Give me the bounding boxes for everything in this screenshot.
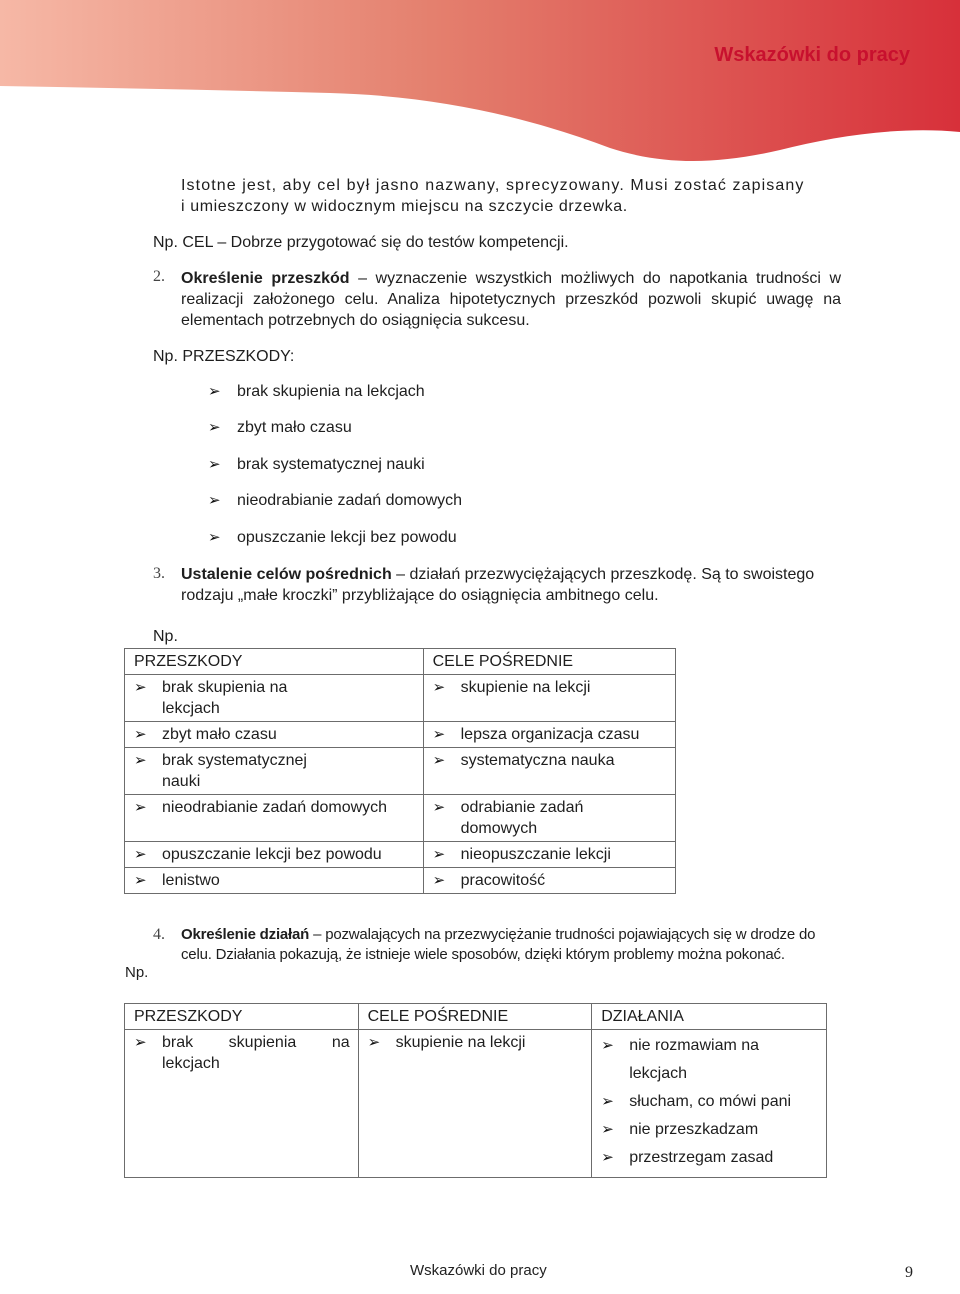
table-row <box>125 795 676 842</box>
table-cell <box>125 748 424 795</box>
table-header-cell: CELE POŚREDNIE <box>358 1004 592 1030</box>
step-2-example: Np. PRZESZKODY: <box>153 348 295 365</box>
arrowhead-bullet-icon: ➢ <box>367 1034 381 1051</box>
step-4-example: Np. <box>125 964 149 981</box>
cell-label: nieopuszczanie lekcji <box>460 846 611 863</box>
list-item <box>208 526 462 562</box>
cell-label: nieodrabianie zadań domowych <box>162 799 388 816</box>
step-2-paragraph <box>181 268 841 331</box>
arrowhead-bullet-icon: ➢ <box>601 1121 614 1138</box>
table-header-cell: DZIAŁANIA <box>592 1004 827 1030</box>
table-cell <box>423 722 675 748</box>
arrowhead-bullet-icon: ➢ <box>134 1034 147 1051</box>
list-item-label: brak skupienia na lekcjach <box>237 383 425 400</box>
arrowhead-bullet-icon: ➢ <box>134 872 147 889</box>
cell-label: brak skupienia na lekcjach <box>162 1034 350 1072</box>
list-item <box>208 453 462 489</box>
arrowhead-bullet-icon: ➢ <box>432 872 446 889</box>
cell-label: nie rozmawiam na lekcjach <box>629 1037 760 1082</box>
table-cell <box>125 842 424 868</box>
arrowhead-bullet-icon: ➢ <box>601 1149 614 1166</box>
table-cell <box>423 842 675 868</box>
arrowhead-bullet-icon: ➢ <box>432 679 446 696</box>
step-3-example: Np. <box>153 628 178 645</box>
step-3-paragraph <box>181 564 851 606</box>
table-cell <box>592 1030 827 1178</box>
table-header-row <box>125 649 676 675</box>
arrowhead-bullet-icon: ➢ <box>432 726 446 743</box>
list-item-label: opuszczanie lekcji bez powodu <box>237 528 457 546</box>
table-cell <box>125 675 424 722</box>
cell-label: zbyt mało czasu <box>162 726 277 743</box>
table-header-cell: CELE POŚREDNIE <box>423 649 675 675</box>
table-cell <box>358 1030 592 1178</box>
cell-label: nie przeszkadzam <box>629 1121 759 1138</box>
arrowhead-bullet-icon: ➢ <box>601 1037 614 1054</box>
arrowhead-bullet-icon: ➢ <box>208 383 221 400</box>
step-4-number: 4. <box>153 926 165 943</box>
cell-label: opuszczanie lekcji bez powodu <box>162 846 382 863</box>
step-4-title: Określenie działań <box>181 926 310 943</box>
cell-label: słucham, co mówi pani <box>629 1093 792 1110</box>
cell-label: skupienie na lekcji <box>395 1034 526 1051</box>
table-row <box>125 842 676 868</box>
table-cell <box>125 1030 359 1178</box>
step-2-title: Określenie przeszkód <box>181 270 350 287</box>
step-2-text: – wyznaczenie wszystkich możliwych do napotkania trudności w realizacji założonego celu. Analiza hipotetycznych przeszkód pozwoli skupić uwagę na elementach potrzebnych do osiągnięcia sukcesu. <box>181 270 842 329</box>
cell-label: brak systematycznej nauki <box>162 752 307 790</box>
arrowhead-bullet-icon: ➢ <box>432 752 446 769</box>
cell-label: odrabianie zadań domowych <box>460 799 584 837</box>
intro-example: Np. CEL – Dobrze przygotować się do testów kompetencji. <box>153 234 569 251</box>
header-wave-banner <box>0 0 960 170</box>
table-cell <box>125 722 424 748</box>
obstacles-list <box>208 380 462 562</box>
step-4-text: – pozwalających na przezwyciężanie trudności pojawiających się w drodze do celu. Działania pokazują, że istnieje wiele sposobów, dzięki którym problemy można pokonać. <box>181 926 816 963</box>
table-header-cell: PRZESZKODY <box>125 649 424 675</box>
arrowhead-bullet-icon: ➢ <box>134 846 147 863</box>
page-number: 9 <box>905 1264 913 1281</box>
step-3-number: 3. <box>153 565 165 582</box>
list-item <box>208 380 462 416</box>
intro-line-1: Istotne jest, aby cel był jasno nazwany, sprecyzowany. Musi zostać zapisany <box>181 177 805 194</box>
footer-title: Wskazówki do pracy <box>410 1262 547 1279</box>
table-row <box>125 868 676 894</box>
actions-table <box>124 1003 827 1178</box>
arrowhead-bullet-icon: ➢ <box>432 846 446 863</box>
step-3-text: – działań przezwyciężających przeszkodę. Są to swoistego rodzaju „małe kroczki” przybliżające do osiągnięcia ambitnego celu. <box>181 566 815 604</box>
arrowhead-bullet-icon: ➢ <box>134 752 147 769</box>
obstacles-goals-table <box>124 648 676 894</box>
table-row <box>125 1030 827 1178</box>
arrowhead-bullet-icon: ➢ <box>134 679 147 696</box>
table-cell <box>423 748 675 795</box>
cell-label: lepsza organizacja czasu <box>460 726 640 743</box>
list-item <box>208 489 462 525</box>
list-item-label: zbyt mało czasu <box>237 419 352 437</box>
arrowhead-bullet-icon: ➢ <box>432 799 446 816</box>
table-row <box>125 748 676 795</box>
table-cell <box>423 868 675 894</box>
table-cell <box>423 675 675 722</box>
cell-label: brak skupienia na lekcjach <box>162 679 288 717</box>
arrowhead-bullet-icon: ➢ <box>208 455 221 473</box>
table-cell <box>125 868 424 894</box>
arrowhead-bullet-icon: ➢ <box>208 419 221 437</box>
table-row <box>125 722 676 748</box>
arrowhead-bullet-icon: ➢ <box>134 799 147 816</box>
header-title: Wskazówki do pracy <box>714 44 910 66</box>
list-item-label: nieodrabianie zadań domowych <box>237 492 463 510</box>
list-item <box>208 416 462 452</box>
table-header-row <box>125 1004 827 1030</box>
step-4-paragraph <box>181 925 841 965</box>
arrowhead-bullet-icon: ➢ <box>134 726 147 743</box>
cell-label: przestrzegam zasad <box>629 1149 774 1166</box>
table-cell <box>125 795 424 842</box>
cell-label: systematyczna nauka <box>460 752 615 769</box>
arrowhead-bullet-icon: ➢ <box>601 1093 614 1110</box>
table-cell <box>423 795 675 842</box>
cell-label: lenistwo <box>162 872 220 889</box>
list-item-label: brak systematycznej nauki <box>237 455 425 473</box>
step-3-title: Ustalenie celów pośrednich <box>181 566 392 583</box>
intro-line-2: i umieszczony w widocznym miejscu na szczycie drzewka. <box>181 198 628 215</box>
step-2-number: 2. <box>153 268 165 285</box>
table-header-cell: PRZESZKODY <box>125 1004 359 1030</box>
arrowhead-bullet-icon: ➢ <box>208 528 221 546</box>
table-row <box>125 675 676 722</box>
arrowhead-bullet-icon: ➢ <box>208 492 221 510</box>
cell-label: skupienie na lekcji <box>460 679 591 696</box>
cell-label: pracowitość <box>460 872 546 889</box>
